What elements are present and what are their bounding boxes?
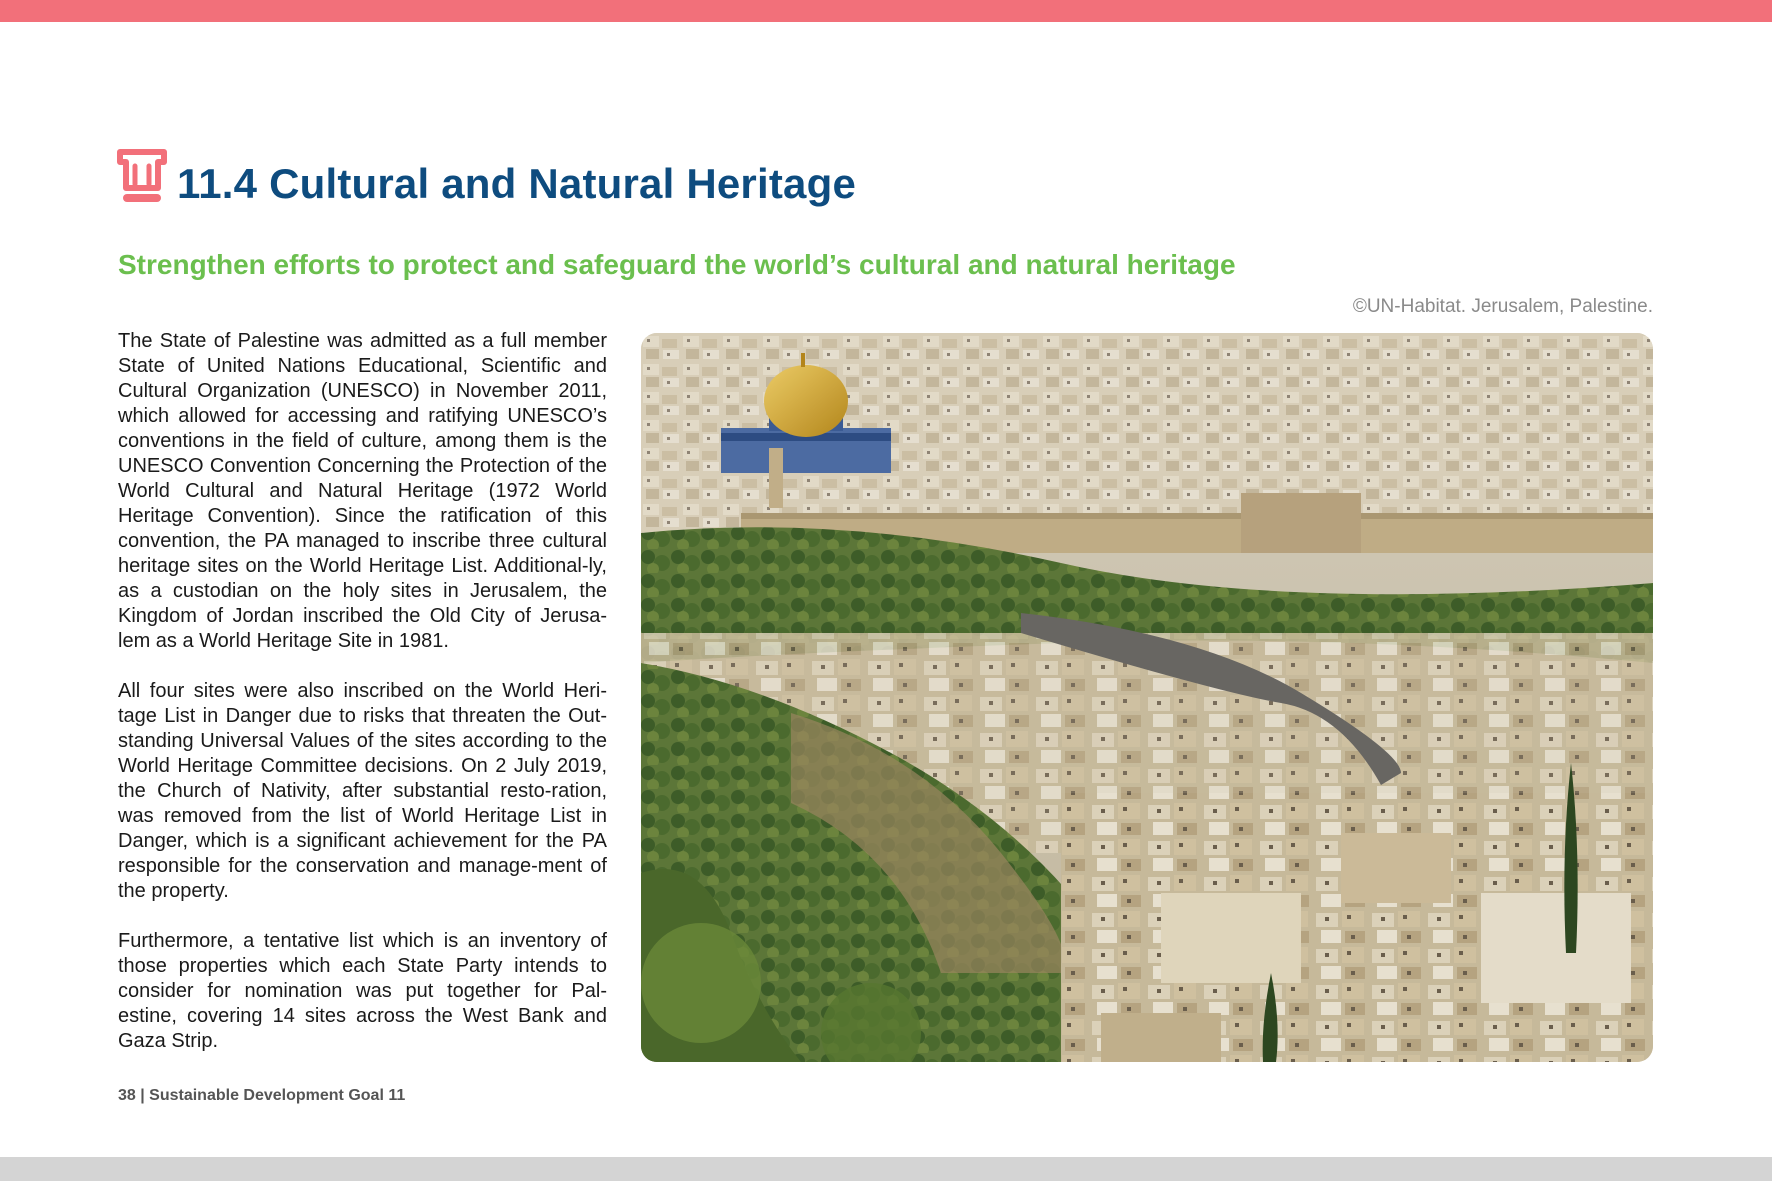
bottom-accent-bar bbox=[0, 1157, 1772, 1181]
paragraph: Furthermore, a tentative list which is an inventory of those properties which each State Party intends to consider for nomination was put together for Pal-estine, covering 14 sites across the West Bank and Gaza Strip. bbox=[118, 930, 607, 1052]
heritage-column-icon bbox=[117, 148, 167, 208]
page-footer: 38 | Sustainable Development Goal 11 bbox=[118, 1087, 406, 1104]
paragraph: The State of Palestine was admitted as a full member State of United Nations Educational, Scientific and Cultural Organization (UNESCO) in November 2011, which allowed for accessing and ratifying UNESCO’s conventions in the field of culture, among them is the UNESCO Convention Concerning the Protection of the World Cultural and Natural Heritage (1972 World Heritage Convention). Since the ratification of this convention, the PA managed to inscribe three cultural heritage sites on the World Heritage List. Additional-ly, as a custodian on the holy sites in Jerusalem, the Kingdom of Jordan inscribed the Old City of Jerusa-lem as a World Heritage Site in 1981. bbox=[118, 330, 607, 652]
photo-credit: ©UN-Habitat. Jerusalem, Palestine. bbox=[1352, 296, 1653, 317]
section-heading bbox=[117, 146, 856, 210]
jerusalem-cityscape-illustration bbox=[641, 333, 1653, 1062]
page-title: 11.4 Cultural and Natural Heritage bbox=[177, 160, 857, 207]
paragraph: All four sites were also inscribed on the World Heri-tage List in Danger due to risks that threaten the Out-standing Universal Values of the sites according to the World Heritage Committee decisions. On 2 July 2019, the Church of Nativity, after substantial resto-ration, was removed from the list of World Heritage List in Danger, which is a significant achievement for the PA responsible for the conservation and manage-ment of the property. bbox=[118, 680, 607, 902]
jerusalem-photo bbox=[641, 333, 1653, 1062]
body-text bbox=[118, 329, 607, 1079]
section-subtitle: Strengthen efforts to protect and safeguard the world’s cultural and natural heritage bbox=[118, 249, 1236, 280]
top-accent-bar bbox=[0, 0, 1772, 22]
